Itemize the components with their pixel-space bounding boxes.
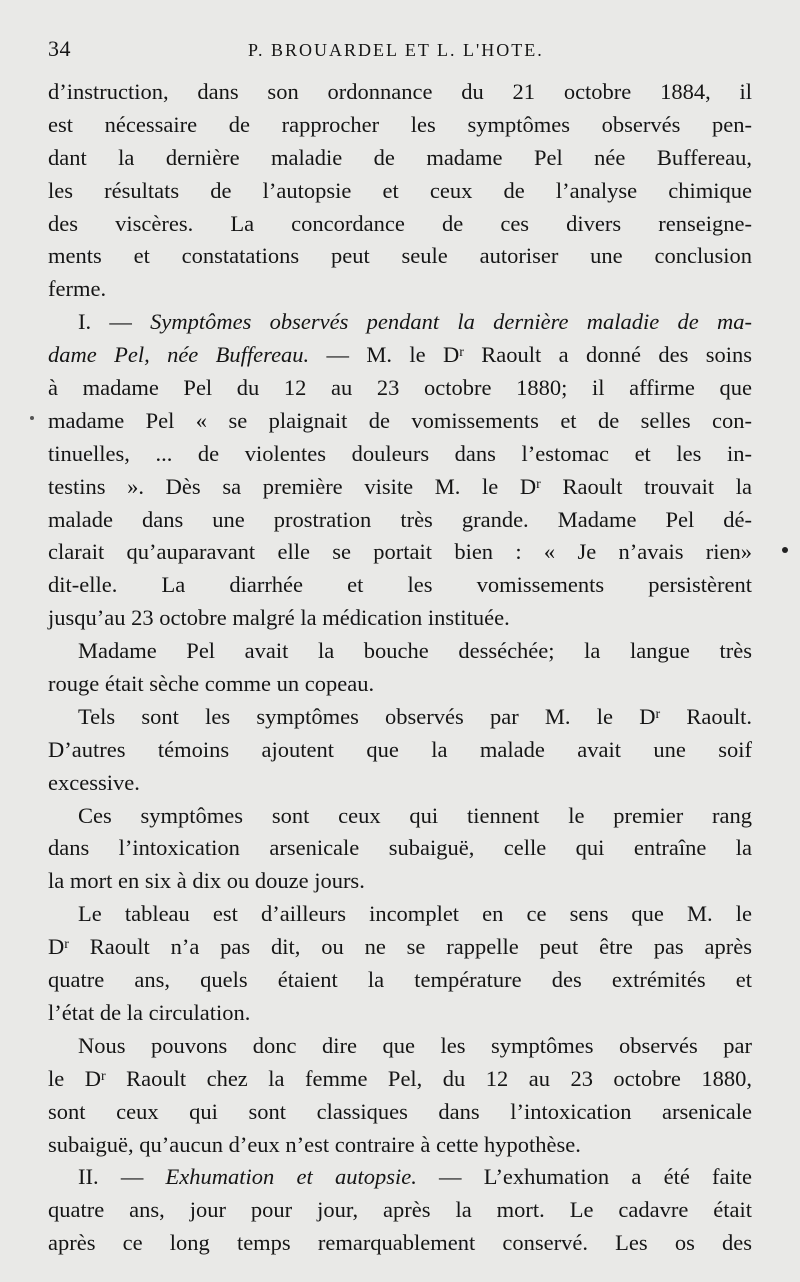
paragraph xyxy=(48,1030,752,1162)
text-line: subaiguë, qu’aucun d’eux n’est contraire à cette hypothèse. xyxy=(48,1131,581,1157)
superscript: r xyxy=(536,476,541,492)
body-text xyxy=(48,76,752,1260)
margin-mark xyxy=(782,547,788,553)
text-line: jusqu’au 23 octobre malgré la médication instituée. xyxy=(48,605,510,631)
text-line: est nécessaire de rapprocher les symptômes observés pen- xyxy=(48,111,752,137)
text-line: l’état de la circulation. xyxy=(48,999,251,1025)
page-number: 34 xyxy=(48,36,71,61)
text-line: dit-elle. La diarrhée et les vomissements persistèrent xyxy=(48,572,752,598)
paragraph xyxy=(48,898,752,1030)
text-fragment: Raoult chez la femme Pel, du 12 au 23 octobre 1880, xyxy=(105,1065,752,1091)
text-fragment: D xyxy=(48,934,65,960)
text-line xyxy=(48,1161,752,1194)
text-line: sont ceux qui sont classiques dans l’intoxication arsenicale xyxy=(48,1098,752,1124)
text-line: Ces symptômes sont ceux qui tiennent le premier rang xyxy=(78,802,752,828)
superscript: r xyxy=(655,706,661,722)
text-fragment: Raoult a donné des soins xyxy=(463,342,752,368)
text-line: rouge était sèche comme un copeau. xyxy=(48,671,375,697)
text-line xyxy=(48,701,752,734)
text-line: madame Pel « se plaignait de vomissements et de selles con- xyxy=(48,407,752,433)
text-line: ferme. xyxy=(48,276,107,302)
text-line: quatre ans, quels étaient la température des extrémités et xyxy=(48,967,752,993)
text-line: après ce long temps remarquablement conservé. Les os des xyxy=(48,1230,752,1256)
section-title: Symptômes observés pendant la dernière maladie de ma- xyxy=(150,309,752,335)
text-line: malade dans une prostration très grande. Madame Pel dé- xyxy=(48,506,752,532)
text-line: tinuelles, ... de violentes douleurs dans l’estomac et les in- xyxy=(48,440,752,466)
text-line: Le tableau est d’ailleurs incomplet en ce sens que M. le xyxy=(78,901,752,927)
text-line: d’instruction, dans son ordonnance du 21 octobre 1884, il xyxy=(48,79,752,104)
text-fragment: Raoult n’a pas dit, ou ne se rappelle peut être pas après xyxy=(68,934,752,960)
section-title: Exhumation et autopsie. xyxy=(165,1164,417,1190)
text-line: les résultats de l’autopsie et ceux de l’analyse chimique xyxy=(48,177,752,203)
text-fragment: Raoult. xyxy=(660,703,752,729)
running-head: P. BROUARDEL ET L. L'HOTE. xyxy=(248,40,544,60)
paragraph xyxy=(48,635,752,701)
text-line xyxy=(48,339,752,372)
text-fragment: — M. le D xyxy=(309,342,460,368)
section-number: II. — xyxy=(78,1164,166,1190)
text-line: Nous pouvons donc dire que les symptômes observés par xyxy=(78,1032,752,1058)
text-line: dant la dernière maladie de madame Pel née Buffereau, xyxy=(48,144,752,170)
text-line xyxy=(48,471,752,504)
superscript: r xyxy=(64,937,69,953)
paragraph xyxy=(48,701,752,800)
paragraph xyxy=(48,76,752,306)
margin-mark xyxy=(30,416,34,420)
text-fragment: Raoult trouvait la xyxy=(540,473,752,499)
text-line: Madame Pel avait la bouche desséchée; la langue très xyxy=(78,638,752,664)
text-line: D’autres témoins ajoutent que la malade avait une soif xyxy=(48,736,752,762)
superscript: r xyxy=(100,1068,106,1084)
text-fragment: — L’exhumation a été faite xyxy=(416,1164,752,1190)
superscript: r xyxy=(459,345,464,361)
paragraph-exhumation xyxy=(48,1161,752,1260)
text-line xyxy=(48,931,752,964)
text-line: ments et constatations peut seule autoriser une conclusion xyxy=(48,243,752,269)
text-line: excessive. xyxy=(48,769,140,795)
text-line: dans l’intoxication arsenicale subaiguë, celle qui entraîne la xyxy=(48,835,752,861)
paragraph-symptomes xyxy=(48,306,752,635)
paragraph xyxy=(48,800,752,899)
text-line xyxy=(48,1063,752,1096)
text-fragment: le D xyxy=(48,1065,101,1091)
text-line xyxy=(48,306,752,339)
text-line: quatre ans, jour pour jour, après la mort. Le cadavre était xyxy=(48,1197,752,1223)
page-header xyxy=(48,36,752,66)
text-line: la mort en six à dix ou douze jours. xyxy=(48,868,365,894)
text-fragment: testins ». Dès sa première visite M. le D xyxy=(48,473,537,499)
text-fragment: Tels sont les symptômes observés par M. le D xyxy=(78,703,656,729)
section-title-continued: dame Pel, née Buffereau. xyxy=(48,342,310,368)
text-line: à madame Pel du 12 au 23 octobre 1880; il affirme que xyxy=(48,375,752,401)
text-line: clarait qu’auparavant elle se portait bien : « Je n’avais rien» xyxy=(48,539,752,565)
section-number: I. — xyxy=(78,309,151,335)
text-line: des viscères. La concordance de ces divers renseigne- xyxy=(48,210,752,236)
